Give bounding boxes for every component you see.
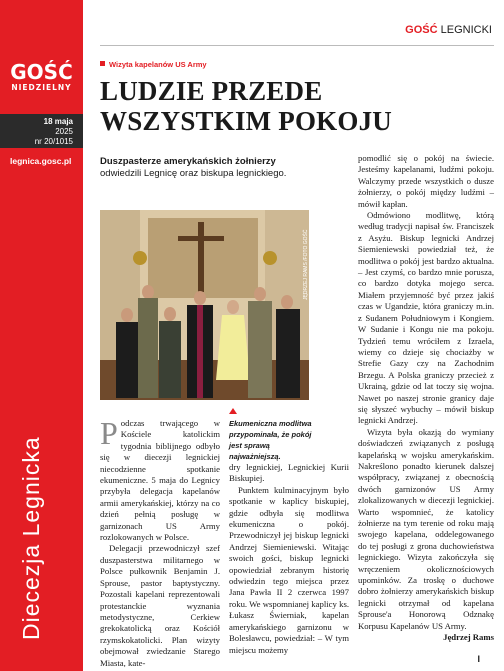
photo-caption: Ekumeniczna modlitwa przypominała, że pokój jest sprawą najważniejszą. — [229, 419, 312, 461]
site-link[interactable]: legnica.gosc.pl — [10, 156, 72, 166]
sidebar — [0, 0, 83, 671]
logo-main-text: GOŚĆ — [10, 60, 73, 84]
issue-year: 2025 — [55, 127, 73, 136]
paragraph: Odmówiono modlitwę, którą według tradycji napisał św. Franciszek z Asyżu. Biskup legnicki Andrzej Siemieniewski powiedział też, że modlitwa o pokój jest bardzo aktualna. – Jest czymś, co bardzo mnie porusza, co bardzo dotyka mojego serca. Miałem przyjemność być przez jakiś czas w Ugandzie, która graniczy m.in. z Sudanem Południowym i Kongiem. W Sudanie i Kongu nie ma pokoju. Tydzień temu wróciłem z Izraela, wiemy co dzieje się chociażby w Strefie Gazy czy na Zachodnim Brzegu. A Polska graniczy przecież z Ukrainą, gdzie od lat toczy się wojna. Nawet po naszej stronie granicy daje się słyszeć wybuchy – mówił biskup legnicki Andrzej. — [358, 210, 494, 426]
kicker-square-icon — [100, 61, 105, 66]
paragraph-text: odczas trwającego w Kościele katolickim tygodnia biblijnego odbyło się w diecezji legnickiej niecodzienne spotkanie ekumeniczne. 5 maja do Legnicy przybyła delegacja kapelanów armii amerykańskiej, którzy na co dzień pełnią posługę w garnizonach US Army rozlokowanych w Polsce. — [100, 418, 220, 543]
photo-illustration — [100, 210, 309, 400]
kicker-text: Wizyta kapelanów US Army — [109, 60, 207, 69]
photo-credit: JĘDRZEJ RAMS /FOTO GOŚĆ — [303, 229, 309, 300]
lead-rest: odwiedzili Legnicę oraz biskupa legnickiego. — [100, 168, 287, 179]
paragraph: dry legnickiej, Legnickiej Kurii Biskupiej. — [229, 462, 349, 484]
issue-number: nr 20/1015 — [34, 137, 73, 146]
column-3 — [358, 153, 494, 643]
lead-bold: Duszpasterze amerykańskich żołnierzy — [100, 156, 276, 167]
article-author: Jędrzej Rams — [443, 632, 494, 643]
issue-info — [0, 114, 83, 148]
drop-cap: P — [100, 415, 118, 451]
gosc-niedzielny-logo[interactable] — [6, 62, 77, 92]
paragraph: Punktem kulminacyjnym było spotkanie w kaplicy biskupiej, gdzie odbyła się modlitwa ekumeniczna o pokój. Przewodniczył jej biskup legnicki Andrzej Siemieniewski. Witając swoich gości, biskup legnicki opowiedział zebranym historię odwiedzin tego miejsca przez Jana Pawła II 2 czerwca 1997 roku. We wspomnianej kaplicy ks. Łukasz Świerniak, kapelan amerykańskiego garnizonu w Bolesławcu, powiedział: – W tym miejscu możemy — [229, 484, 349, 655]
article-photo — [100, 210, 309, 400]
page-number: I — [477, 654, 480, 664]
caption-triangle-icon — [229, 408, 237, 414]
header-divider — [100, 45, 494, 46]
paragraph: Wizyta była okazją do wymiany doświadczeń związanych z posługą kapelańską w wojsku amerykańskim. Nakreślono ponadto kierunek dalszej współpracy, związanej z obecnością dwóch garnizonów US Army zlokalizowanych w diecezji legnickiej. Warto wspomnieć, że katolicy żołnierze na tym terenie od roku mają swojego kapelana, oddelegowanego do tej posługi z grona duchowieństwa legnickiego. Wizyta zakończyła się wręczeniem okolicznościowych upominków. Za troskę o duchowe dobro żołnierzy amerykańskich biskup legnicki otrzymał od kapelana Sprouse'a Honorową Odznakę Korpusu Kapelanów US Army. — [358, 426, 494, 631]
article-title: LUDZIE PRZEDE WSZYSTKIM POKOJU — [100, 76, 392, 136]
paragraph — [100, 415, 220, 543]
column-1 — [100, 415, 220, 669]
brand-gosc: GOŚĆ — [405, 24, 438, 36]
paragraph: Delegacji przewodniczył szef duszpasterstwa militarnego w Polsce pułkownik Benjamin J. Sprouse, pastor baptystyczny. Pozostali kapelani reprezentowali protestanckie wyznania metodystyczne, Cerkiew grekokatolicką oraz Kościół rzymskokatolicki. Plan wizyty obejmował zwiedzanie Starego Miasta, kate- — [100, 543, 220, 668]
logo-sub-text: NIEDZIELNY — [11, 83, 72, 92]
paragraph: pomodlić się o pokój na świecie. Jesteśmy kapelanami, ludźmi pokoju. Walczymy przede wszystkich o dusze żołnierzy, o pokój między ludźmi – mówił kapłan. — [358, 153, 494, 209]
column-2 — [229, 462, 349, 656]
article-kicker — [100, 60, 207, 69]
header-brand — [405, 24, 492, 36]
issue-date: 18 maja — [43, 117, 73, 126]
brand-region: LEGNICKI — [440, 24, 492, 36]
article-lead — [100, 156, 310, 180]
section-vertical-title: Diecezja Legnicka — [18, 436, 44, 640]
